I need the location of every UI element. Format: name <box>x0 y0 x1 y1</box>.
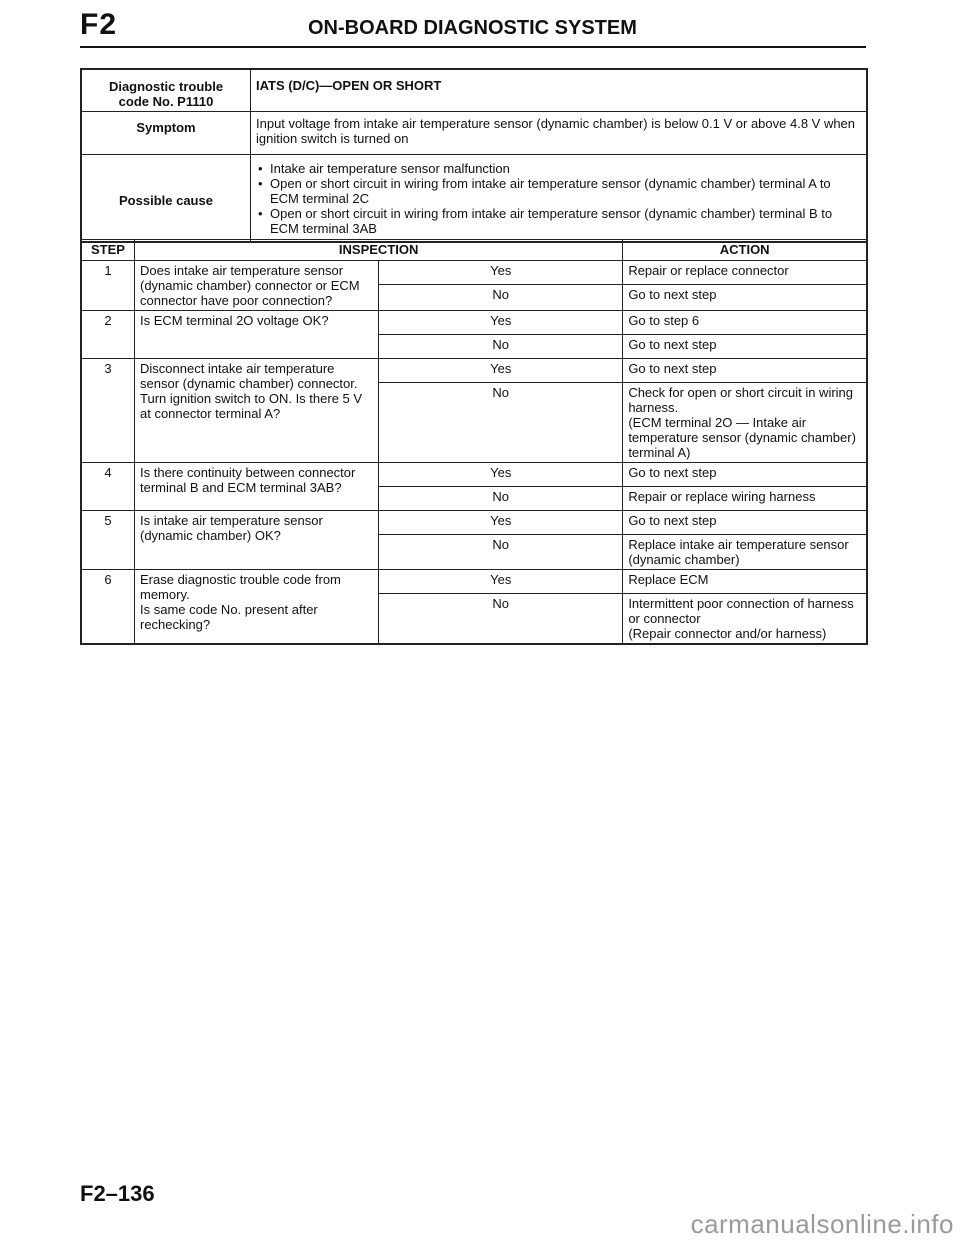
step-inspection: Erase diagnostic trouble code from memory. Is same code No. present after rechecking? <box>135 570 379 645</box>
action-yes: Go to next step <box>623 463 867 487</box>
possible-cause-label: Possible cause <box>81 155 251 243</box>
step-inspection: Is there continuity between connector terminal B and ECM terminal 3AB? <box>135 463 379 511</box>
action-yes: Repair or replace connector <box>623 261 867 285</box>
inspection-header: INSPECTION <box>135 240 623 261</box>
answer-no: No <box>379 383 623 463</box>
answer-yes: Yes <box>379 359 623 383</box>
answer-no: No <box>379 594 623 645</box>
action-no: Repair or replace wiring harness <box>623 487 867 511</box>
possible-cause-list-cell <box>251 155 868 243</box>
answer-yes: Yes <box>379 311 623 335</box>
action-yes: Go to next step <box>623 359 867 383</box>
answer-no: No <box>379 335 623 359</box>
action-no: Replace intake air temperature sensor (dynamic chamber) <box>623 535 867 570</box>
possible-cause-item: • Intake air temperature sensor malfunction <box>268 161 861 176</box>
symptom-label: Symptom <box>81 112 251 155</box>
action-yes: Go to next step <box>623 511 867 535</box>
step-inspection: Is intake air temperature sensor (dynamic chamber) OK? <box>135 511 379 570</box>
step-number: 5 <box>81 511 135 570</box>
possible-cause-item: • Open or short circuit in wiring from intake air temperature sensor (dynamic chamber) terminal A to ECM terminal 2C <box>268 176 861 206</box>
page-title: ON-BOARD DIAGNOSTIC SYSTEM <box>308 17 637 39</box>
possible-cause-item: • Open or short circuit in wiring from intake air temperature sensor (dynamic chamber) terminal B to ECM terminal 3AB <box>268 206 861 236</box>
symptom-value: Input voltage from intake air temperature sensor (dynamic chamber) is below 0.1 V or above 4.8 V when ignition switch is turned on <box>251 112 868 155</box>
action-yes: Replace ECM <box>623 570 867 594</box>
step-inspection: Does intake air temperature sensor (dynamic chamber) connector or ECM connector have poor connection? <box>135 261 379 311</box>
answer-yes: Yes <box>379 463 623 487</box>
header-divider <box>80 46 866 48</box>
page-number: F2–136 <box>80 1181 155 1206</box>
action-no: Intermittent poor connection of harness or connector (Repair connector and/or harness) <box>623 594 867 645</box>
answer-yes: Yes <box>379 511 623 535</box>
step-number: 2 <box>81 311 135 359</box>
step-number: 1 <box>81 261 135 311</box>
answer-yes: Yes <box>379 570 623 594</box>
action-no: Go to next step <box>623 285 867 311</box>
answer-no: No <box>379 487 623 511</box>
section-code: F2 <box>80 8 118 41</box>
action-header: ACTION <box>623 240 867 261</box>
step-header: STEP <box>81 240 135 261</box>
answer-no: No <box>379 285 623 311</box>
step-number: 4 <box>81 463 135 511</box>
answer-no: No <box>379 535 623 570</box>
possible-cause-list <box>256 161 861 236</box>
action-yes: Go to step 6 <box>623 311 867 335</box>
dtc-code-value: IATS (D/C)—OPEN OR SHORT <box>251 69 868 112</box>
step-number: 6 <box>81 570 135 645</box>
step-inspection: Disconnect intake air temperature sensor (dynamic chamber) connector. Turn ignition switch to ON. Is there 5 V at connector terminal A? <box>135 359 379 463</box>
dtc-code-label: Diagnostic trouble code No. P1110 <box>81 69 251 112</box>
dtc-summary-table <box>80 68 868 243</box>
inspection-step-table <box>80 239 868 645</box>
step-number: 3 <box>81 359 135 463</box>
action-no: Check for open or short circuit in wiring harness. (ECM terminal 2O — Intake air temperature sensor (dynamic chamber) terminal A) <box>623 383 867 463</box>
step-inspection: Is ECM terminal 2O voltage OK? <box>135 311 379 359</box>
answer-yes: Yes <box>379 261 623 285</box>
action-no: Go to next step <box>623 335 867 359</box>
watermark: carmanualsonline.info <box>690 1209 954 1239</box>
